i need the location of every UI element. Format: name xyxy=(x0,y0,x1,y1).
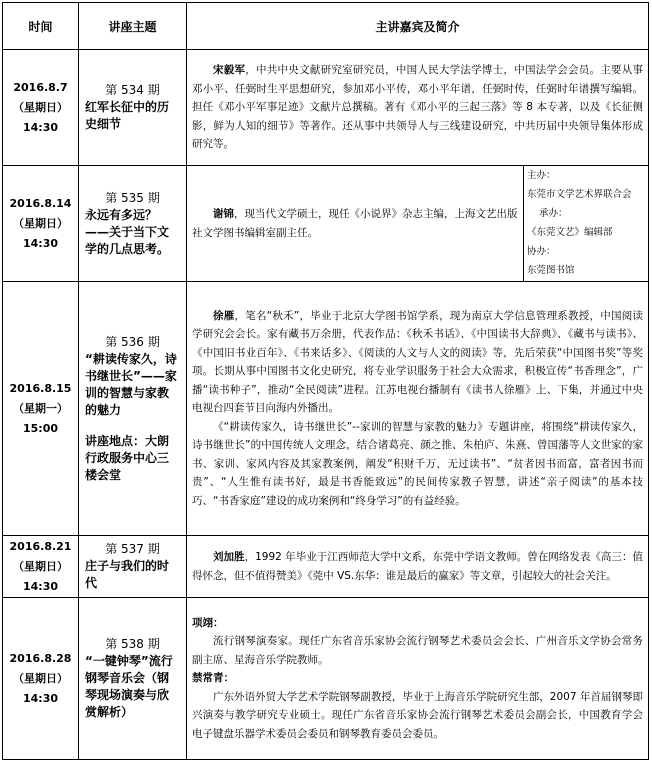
date: 2016.8.7 xyxy=(13,80,68,94)
time-cell xyxy=(3,282,79,536)
lecture-title: 红军长征中的历史细节 xyxy=(85,100,170,131)
period-number: 第 537 期 xyxy=(105,542,160,556)
topic-cell xyxy=(79,166,187,282)
lecture-title: “一键钟琴”流行钢琴音乐会（钢琴现场演奏与欣赏解析） xyxy=(85,654,173,719)
start-time: 14:30 xyxy=(22,236,58,250)
speaker-intro-cell xyxy=(187,166,649,282)
speaker-bio: 广东外语外贸大学艺术学院钢琴副教授，毕业于上海音乐学院研究生部，2007 年首届钢琴即兴演奏与教学研究专业硕士。现任广东省音乐家协会流行钢琴艺术委员会副会长，中国教育学会电子键盘乐器学术委员会委员和钢琴教育委员会委员。 xyxy=(192,690,643,740)
table-row xyxy=(3,50,649,166)
topic-cell xyxy=(79,50,187,166)
start-time: 14:30 xyxy=(22,579,58,593)
topic-cell xyxy=(79,282,187,536)
organizer-name: 东莞图书馆 xyxy=(527,265,575,276)
speaker-name: 刘加胜 xyxy=(213,551,245,563)
start-time: 14:30 xyxy=(22,120,58,134)
time-cell xyxy=(3,166,79,282)
table-row xyxy=(3,536,649,598)
date: 2016.8.14 xyxy=(9,196,72,210)
weekday: （星期日） xyxy=(13,216,68,230)
lecture-schedule-table xyxy=(2,2,649,760)
speaker-bio: ，中共中央文献研究室研究员，中国人民大学法学博士，中国法学会会员。主要从事邓小平、任弼时生平思想研究，参加邓小平传，邓小平年谱，任弼时传，任弼时年谱撰写编辑。担任《邓小平军事足迹》文献片总撰稿。著有《邓小平的三起三落》等 8 本专著，以及《长征侧影，鲜为人知的细节》等著作。还从事中共领导人与三线建设研究，中共历届中央领导集体形成研究等。 xyxy=(192,64,644,151)
weekday: （星期一） xyxy=(13,401,68,415)
date: 2016.8.28 xyxy=(9,651,72,665)
organizer-label: 协办： xyxy=(527,246,556,257)
period-number: 第 534 期 xyxy=(105,83,160,97)
header-time: 时间 xyxy=(3,3,79,50)
time-cell xyxy=(3,598,79,760)
organizer-name: 东莞市文学艺术界联合会 xyxy=(527,189,632,200)
speaker-bio: ，现当代文学硕士，现任《小说界》杂志主编，上海文艺出版社文学图书编辑室副主任。 xyxy=(192,208,518,239)
speaker-intro-cell xyxy=(187,282,649,536)
organizer-label: 承办： xyxy=(539,208,568,219)
date: 2016.8.21 xyxy=(9,539,72,553)
table-row xyxy=(3,598,649,760)
organizers-box xyxy=(523,166,648,281)
organizer-name: 《东莞文艺》编辑部 xyxy=(527,227,613,238)
start-time: 14:30 xyxy=(22,691,58,705)
speaker-name: 禁常青： xyxy=(192,672,234,685)
start-time: 15:00 xyxy=(22,421,58,435)
period-number: 第 538 期 xyxy=(105,637,160,651)
period-number: 第 536 期 xyxy=(105,334,160,349)
time-cell xyxy=(3,50,79,166)
header-speaker: 主讲嘉宾及简介 xyxy=(187,3,649,50)
table-row xyxy=(3,166,649,282)
header-topic: 讲座主题 xyxy=(79,3,187,50)
weekday: （星期日） xyxy=(13,671,68,685)
lecture-title: “耕读传家久，诗书继世长”——家训的智慧与家教的魅力 xyxy=(85,351,177,417)
speaker-bio: ，1992 年毕业于江西师范大学中文系，东莞中学语文教师。曾在网络发表《高三：值得怀念，但不值得赞美》《莞中 VS.东华：谁是最后的赢家》等文章，引起较大的社会关注。 xyxy=(192,551,643,582)
time-cell xyxy=(3,536,79,598)
speaker-bio: 流行钢琴演奏家。现任广东省音乐家协会流行钢琴艺术委员会会长、广州音乐文学协会常务副主席、星海音乐学院教师。 xyxy=(192,635,643,666)
speaker-name: 谢锦 xyxy=(213,208,234,220)
venue: 讲座地点：大朗行政服务中心三楼会堂 xyxy=(85,433,170,482)
speaker-name: 徐雁 xyxy=(213,309,235,322)
speaker-name: 宋毅军 xyxy=(213,64,246,77)
speaker-intro-cell xyxy=(187,50,649,166)
speaker-bio: ，笔名“秋禾”，毕业于北京大学图书馆学系，现为南京大学信息管理系教授，中国阅读学研究会会长。家有藏书万余册，代表作品：《秋禾书话》、《中国读书大辞典》、《藏书与读书》、《中国旧书业百年》、《书来话多》、《阅读的人文与人文的阅读》等，先后荣获“中国图书奖”等奖项。长期从事中国图书文化史研究，将专业学识服务于社会大众需求，积极宣传“书香理念”，广播“读书种子”，推动“全民阅读”进程。江苏电视台播制有《读书人徐雁》上、下集，并通过中央电视台四套节目向海内外播出。 xyxy=(192,309,643,415)
lecture-title: 永远有多远？——关于当下文学的几点思考。 xyxy=(85,207,170,256)
lecture-title: 庄子与我们的时代 xyxy=(85,559,170,590)
speaker-intro-cell xyxy=(187,536,649,598)
topic-cell xyxy=(79,536,187,598)
weekday: （星期日） xyxy=(13,559,68,573)
weekday: （星期日） xyxy=(13,100,68,114)
lecture-description: 《“耕读传家久，诗书继世长”--家训的智慧与家教的魅力》专题讲座，将围绕“耕读传家久，诗书继世长”的中国传统人文理念，结合诸葛亮、颜之推、朱柏庐、朱熹、曾国藩等人文世家的家书、家训、家风内容及其家教案例，阐发“积财千万，无过读书”、“贫者因书而富，富者因书而贵”、“人生惟有读书好，最是书香能致远”的民间传家教子智慧，讲述“亲子阅读”的基本技巧、“书香家庭”建设的成功案例和“终身学习”的有益经验。 xyxy=(192,420,643,507)
speaker-name: 项翊： xyxy=(192,616,224,629)
table-row xyxy=(3,282,649,536)
organizer-label: 主办： xyxy=(527,170,556,181)
date: 2016.8.15 xyxy=(9,381,72,395)
speaker-intro-cell xyxy=(187,598,649,760)
topic-cell xyxy=(79,598,187,760)
period-number: 第 535 期 xyxy=(105,190,160,205)
header-row xyxy=(3,3,649,50)
